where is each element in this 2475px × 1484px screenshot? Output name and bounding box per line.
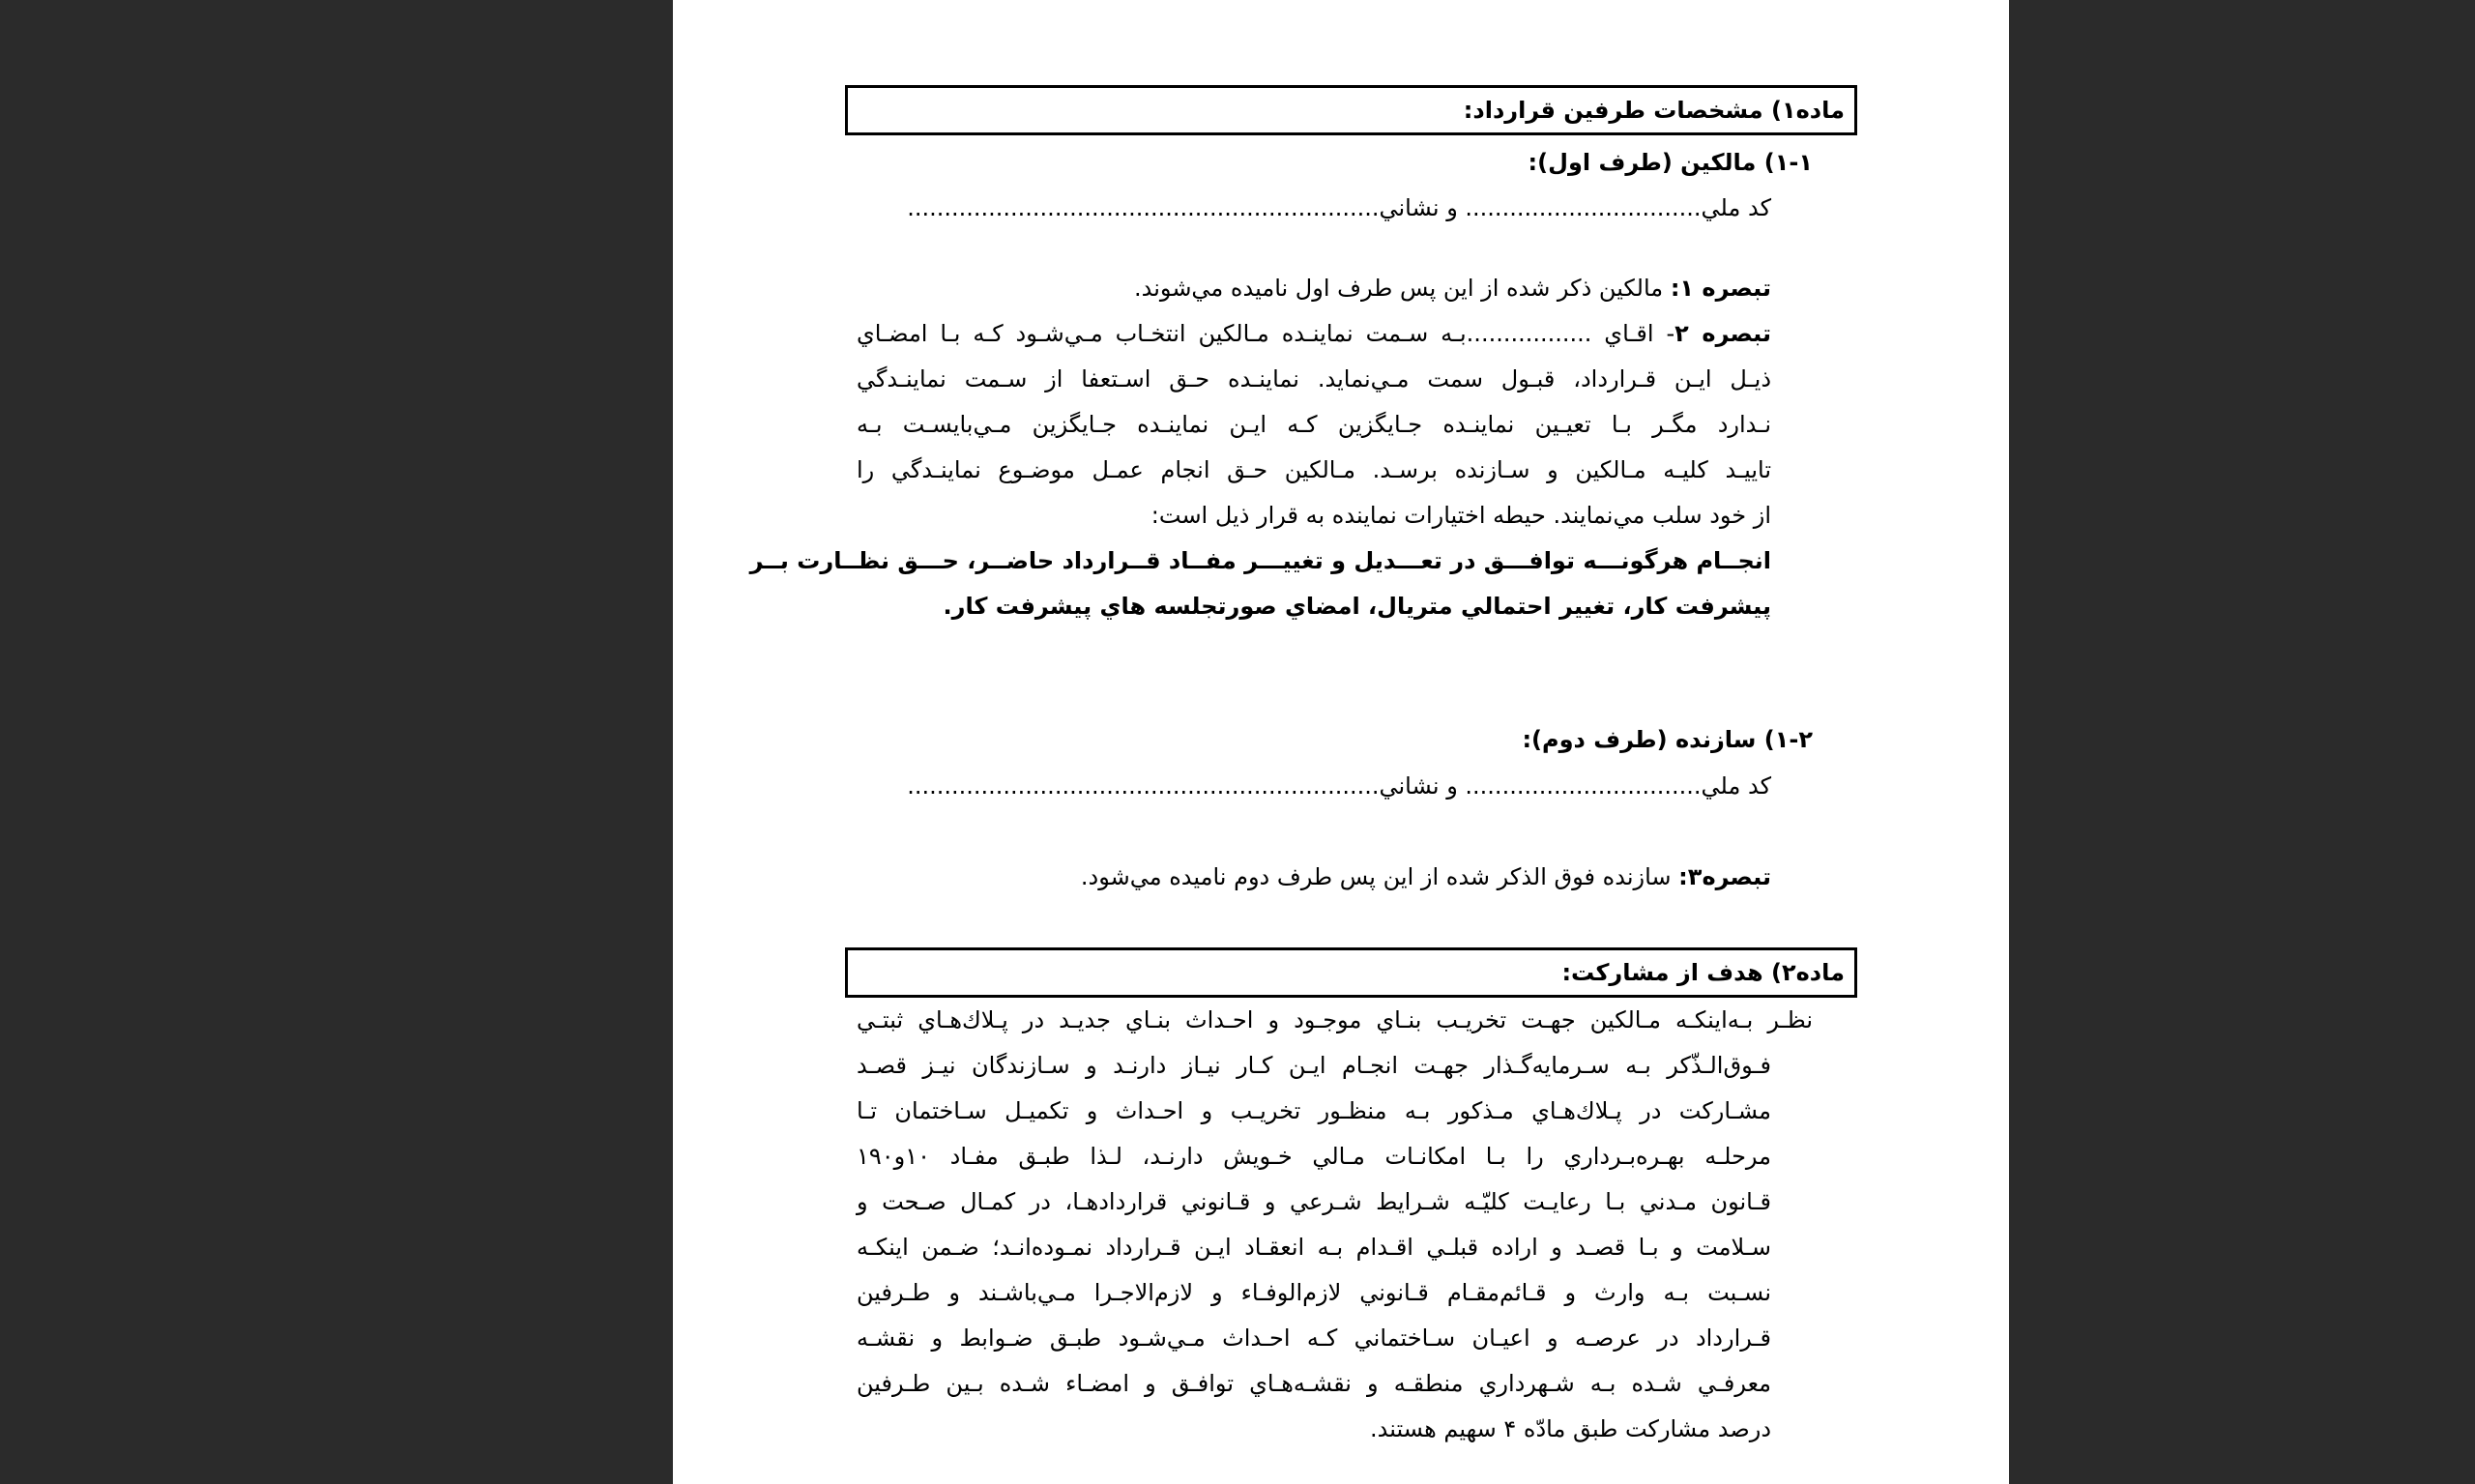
builder-heading: ۱-۲) سازنده (طرف دوم): [1522, 726, 1813, 753]
article2-heading: ماده۲) هدف از مشاركت: [1561, 959, 1845, 986]
note2-label: تبصره ۲ [1674, 320, 1771, 347]
note3-text: سازنده فوق الذكر شده از اين پس طرف دوم ناميده مي‌شود. [1080, 863, 1672, 890]
powers-line-2: پيشرفت كار، تغيير احتمالي متريال، امضاي صورتجلسه هاي پيشرفت كار. [943, 593, 1771, 620]
article2-line-4: مرحلـه بهـره‌بـرداري را بـا امكانـات مـالي خـويش دارنـد، لـذا طبـق مفـاد ۱۰و۱۹۰ [857, 1143, 1771, 1170]
document-page [673, 0, 2009, 1484]
note2-line-3: نـدارد مگـر بـا تعيـين نماينـده جـايگزين كـه ايـن نماينـده جـايگزين مـي‌بايسـت بـه [857, 411, 1771, 438]
builder-id-line: كد ملي................................ و نشاني................................................................ [907, 772, 1771, 800]
article2-line-8: قـرارداد در عرصـه و اعيـان سـاختماني كـه احـداث مـي‌شـود طبـق ضـوابط و نقشـه [857, 1324, 1771, 1352]
article2-line-5: قـانون مـدني بـا رعايـت كليّـه شـرايط شـرعي و قـانوني قراردادهـا، در كمـال صـحت و [857, 1188, 1771, 1215]
note2-line-4: تاييـد كليـه مـالكين و سـازنده برسـد. مـالكين حـق انجام عمـل موضـوع نماينـدگي را [857, 456, 1771, 483]
note3-label: تبصره۳: [1678, 863, 1771, 890]
article1-heading: ماده۱) مشخصات طرفين قرارداد: [1463, 97, 1845, 124]
article2-line-1: نظـر بـه‌اينكـه مـالكين جهـت تخريـب بنـاي موجـود و احـداث بنـاي جديـد در پـلاك‌هـاي ثبتـي [857, 1006, 1813, 1033]
article2-line-2: فـوق‌الـذّكر بـه سـرمايه‌گـذار جهـت انجـام ايـن كـار نيـاز دارنـد و سـازندگان نيـز قصـد [857, 1052, 1771, 1079]
note2-text: - اقـاي .................بـه سـمت نماينـده مـالكين انتخـاب مـي‌شـود كـه بـا امضـاي [857, 320, 1675, 347]
note2-line-5: از خود سلب مي‌نمايند. حيطه اختيارات نماينده به قرار ذيل است: [1150, 502, 1771, 529]
article2-line-6: سـلامت و بـا قصـد و اراده قبلـي اقـدام بـه انعقـاد ايـن قـرارداد نمـوده‌انـد؛ ضـمن اينكـه [857, 1234, 1771, 1261]
note2-line-1 [857, 314, 1771, 353]
note3 [1081, 858, 1771, 896]
owners-id-line: كد ملي................................ و نشاني................................................................ [907, 194, 1771, 221]
article2-line-7: نسـبت بـه وارث و قـائم‌مقـام قـانوني لازم‌الوفـاء و لازم‌الاجـرا مـي‌باشـند و طـرفين [857, 1279, 1771, 1306]
note2-line-2: ذيـل ايـن قـرارداد، قبـول سمت مـي‌نمايد. نماينـده حـق اسـتعفا از سـمت نماينـدگي [857, 365, 1771, 393]
owners-heading: ۱-۱) مالكين (طرف اول): [1528, 149, 1813, 176]
article2-line-10: درصد مشاركت طبق مادّه ۴ سهيم هستند. [1369, 1415, 1771, 1442]
article1-heading-box [845, 85, 1857, 135]
article2-heading-box [845, 947, 1857, 998]
article2-line-3: مشـاركت در پـلاك‌هـاي مـذكور بـه منظـور تخريـب و احـداث و تكميـل سـاختمان تـا [857, 1097, 1771, 1124]
note1-text: مالكين ذكر شده از اين پس طرف اول ناميده مي‌شوند. [1134, 275, 1664, 302]
powers-line-1: انجــام هرگونـــه توافـــق در تعـــديل و تغييـــر مفــاد قــرارداد حاضــر، حـــق نظــارت بــر [749, 547, 1771, 574]
article2-line-9: معرفـي شـده بـه شـهرداري منطقـه و نقشـه‌هـاي توافـق و امضـاء شـده بـين طـرفين [857, 1370, 1771, 1397]
note1 [1134, 269, 1771, 307]
note1-label: تبصره ۱: [1670, 275, 1771, 302]
